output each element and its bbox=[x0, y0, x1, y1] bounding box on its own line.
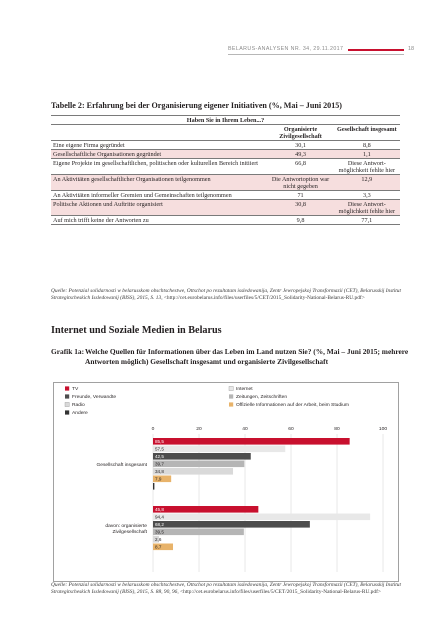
bar-value-label: 94,4 bbox=[155, 514, 164, 520]
bar-value-label: 34,8 bbox=[155, 469, 164, 475]
legend-label: Freunde, Verwandte bbox=[72, 395, 117, 400]
bar-value-label: 45,8 bbox=[155, 507, 164, 513]
data-table bbox=[51, 115, 400, 225]
table-row bbox=[51, 191, 400, 200]
bar-value-label: 7,9 bbox=[155, 476, 162, 482]
legend-swatch bbox=[65, 386, 69, 390]
figure-title: Welche Quellen für Informationen über das Leben im Land nutzen Sie? (%, Mai – Juni 2015; mehrere Antworten möglich) Gesellschaft insgesamt und organisierte Zivilgesellschaft bbox=[85, 347, 409, 366]
x-tick-label: 0 bbox=[151, 427, 155, 432]
cell-value: 30,8 bbox=[267, 200, 333, 216]
legend-swatch bbox=[229, 386, 233, 390]
table-question: Haben Sie in Ihrem Leben...? bbox=[51, 116, 400, 125]
source-link[interactable]: <http://cet.eurobelarus.info/files/userfiles/5/CET/2015_Solidarity-National-Belarus-RU.pdf> bbox=[163, 294, 365, 301]
header-rule bbox=[228, 54, 404, 55]
bar bbox=[153, 446, 285, 453]
section-title: Internet und Soziale Medien in Belarus bbox=[51, 325, 222, 336]
chart-frame bbox=[54, 383, 399, 582]
table-row bbox=[51, 150, 400, 159]
table-source bbox=[51, 288, 401, 301]
bar-value-label: 2,6 bbox=[155, 537, 162, 543]
page-number: 18 bbox=[408, 46, 415, 52]
cell-value: 71 bbox=[267, 191, 333, 200]
x-tick-label: 60 bbox=[288, 427, 294, 432]
source-text: Quelle: Potenzial solidarnosti w belarusskom obschtschestwe, Ottschot po rezultatam issledowanija, Zentr Jewropejskoj Transformazii (CET), Belarusskij Institut Strategitscheskich Issledowanij (BISS), 2015, S. 13, bbox=[51, 288, 401, 301]
row-label: Politische Aktionen und Auftritte organisiert bbox=[51, 200, 267, 216]
cell-value: 49,3 bbox=[267, 150, 333, 159]
legend-label: Offizielle Informationen auf der Arbeit, beim Studium bbox=[236, 403, 349, 408]
cell-value: Diese Antwortmöglichkeit fehlte hier bbox=[334, 200, 400, 216]
table-row bbox=[51, 216, 400, 225]
bar-value-label: 85,5 bbox=[155, 439, 164, 445]
x-tick-label: 80 bbox=[334, 427, 340, 432]
bar bbox=[153, 461, 244, 468]
source-text: Quelle: Potenzial solidarnosti w belarusskom obschtschestwe, Ottschot po rezultatam issledowanija, Zentr Jewropejskoj Transformazii (CET), Belarusskij Institut Strategitscheskich Issledowanij (BISS), 2015, S. 88, 90, 96, bbox=[51, 582, 401, 595]
figure-source bbox=[51, 582, 401, 595]
row-label: Auf mich trifft keine der Antworten zu bbox=[51, 216, 267, 225]
table-header-col1: Organisierte Zivilgesellschaft bbox=[267, 125, 333, 141]
bar-value-label: 68,2 bbox=[155, 522, 164, 528]
table-row bbox=[51, 141, 400, 150]
bar bbox=[153, 514, 370, 521]
cell-value: 30,1 bbox=[267, 141, 333, 150]
cell-value: Die Antwortoption war nicht gegeben bbox=[267, 175, 333, 191]
bar-value-label: 39,5 bbox=[155, 529, 164, 535]
legend-label: Internet bbox=[236, 387, 253, 392]
bar bbox=[153, 468, 233, 475]
source-link[interactable]: <http://cet.eurobelarus.info/files/userfiles/5/CET/2015_Solidarity-National-Belarus-RU.pdf> bbox=[180, 588, 381, 595]
table-header-col2: Gesellschaft insgesamt bbox=[334, 125, 400, 141]
cell-value: 12,9 bbox=[334, 175, 400, 191]
bar-value-label: 39,7 bbox=[155, 461, 164, 467]
row-label: Eine eigene Firma gegründet bbox=[51, 141, 267, 150]
cell-value: Diese Antwortmöglichkeit fehlte hier bbox=[334, 159, 400, 175]
table-title: Tabelle 2: Erfahrung bei der Organisierung eigener Initiativen (%, Mai – Juni 2015) bbox=[51, 101, 343, 110]
legend-swatch bbox=[65, 394, 69, 398]
legend-swatch bbox=[229, 394, 233, 398]
cell-value: 9,8 bbox=[267, 216, 333, 225]
legend-swatch bbox=[65, 402, 69, 406]
category-label: Zivilgesellschaft bbox=[112, 530, 147, 536]
figure-label: Grafik 1a: bbox=[51, 347, 85, 356]
table-row bbox=[51, 200, 400, 216]
bar-value-label: 0,6 bbox=[155, 484, 162, 490]
cell-value: 8,8 bbox=[334, 141, 400, 150]
bar-value-label: 57,5 bbox=[155, 446, 164, 452]
legend-label: Andere bbox=[72, 411, 88, 416]
cell-value: 66,8 bbox=[267, 159, 333, 175]
bar bbox=[153, 453, 251, 460]
row-label: An Aktivitäten informeller Gremien und Gemeinschaften teilgenommen bbox=[51, 191, 267, 200]
cell-value: 1,1 bbox=[334, 150, 400, 159]
x-tick-label: 100 bbox=[378, 427, 388, 432]
row-label: An Aktivitäten gesellschaftlicher Organisationen teilgenommen bbox=[51, 175, 267, 191]
table-row bbox=[51, 159, 400, 175]
table-row bbox=[51, 175, 400, 191]
bar bbox=[153, 438, 350, 445]
header-title: BELARUS-ANALYSEN NR. 34, 29.11.2017 bbox=[228, 46, 344, 52]
legend-swatch bbox=[229, 402, 233, 406]
header-accent-bar bbox=[348, 49, 404, 51]
row-label: Gesellschaftliche Organisationen gegründet bbox=[51, 150, 267, 159]
table-header-blank bbox=[51, 125, 267, 141]
running-header bbox=[228, 44, 404, 56]
x-tick-label: 20 bbox=[196, 427, 202, 432]
bar bbox=[153, 506, 258, 513]
bar bbox=[153, 521, 310, 528]
legend-label: Zeitungen, Zeitschriften bbox=[236, 395, 288, 400]
legend-label: TV bbox=[72, 387, 79, 392]
row-label: Eigene Projekte im gesellschaftlichen, politischen oder kulturellen Bereich initiiert bbox=[51, 159, 267, 175]
bar-value-label: 42,5 bbox=[155, 454, 164, 460]
legend-label: Radio bbox=[72, 403, 85, 408]
bar-value-label: 8,7 bbox=[155, 544, 162, 550]
cell-value: 3,3 bbox=[334, 191, 400, 200]
category-label: Gesellschaft insgesamt bbox=[96, 462, 147, 468]
category-label: davon: organisierte bbox=[105, 523, 147, 529]
cell-value: 77,1 bbox=[334, 216, 400, 225]
bar bbox=[153, 529, 244, 536]
legend-swatch bbox=[65, 410, 69, 414]
chart-svg bbox=[53, 382, 399, 582]
x-tick-label: 40 bbox=[242, 427, 248, 432]
